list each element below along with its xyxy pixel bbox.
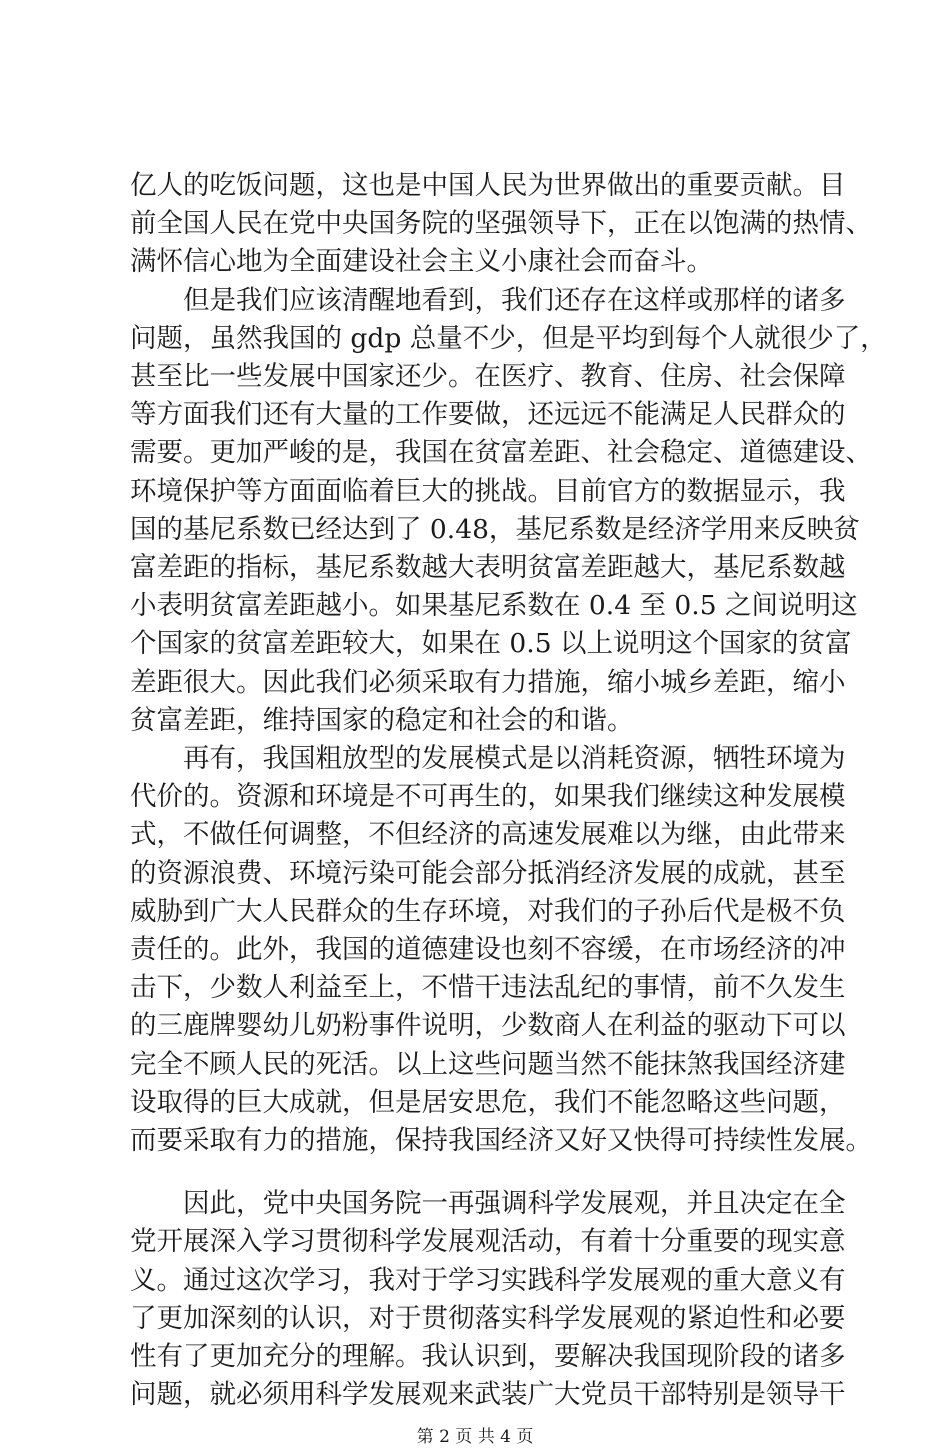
text-line: 设取得的巨大成就，但是居安思危，我们不能忽略这些问题， [130, 1087, 846, 1118]
page-number-footer: 第 2 页 共 4 页 [416, 1427, 534, 1447]
text-line: 党开展深入学习贯彻科学发展观活动，有着十分重要的现实意 [130, 1226, 846, 1257]
text-line: 责任的。此外，我国的道德建设也刻不容缓，在市场经济的冲 [130, 934, 846, 965]
text-line: 问题，虽然我国的 gdp 总量不少，但是平均到每个人就很少了， [130, 323, 887, 354]
text-line: 环境保护等方面面临着巨大的挑战。目前官方的数据显示，我 [130, 476, 846, 507]
text-line: 威胁到广大人民群众的生存环境，对我们的子孙后代是极不负 [130, 896, 846, 927]
text-line: 贫富差距，维持国家的稳定和社会的和谐。 [130, 705, 634, 736]
paragraph-start-line: 再有，我国粗放型的发展模式是以消耗资源，牺牲环境为 [183, 743, 846, 774]
text-line: 需要。更加严峻的是，我国在贫富差距、社会稳定、道德建设、 [130, 437, 872, 468]
text-line: 性有了更加充分的理解。我认识到，要解决我国现阶段的诸多 [130, 1341, 846, 1372]
text-line: 前全国人民在党中央国务院的坚强领导下，正在以饱满的热情、 [130, 208, 872, 239]
text-line: 义。通过这次学习，我对于学习实践科学发展观的重大意义有 [130, 1265, 846, 1296]
text-line: 问题，就必须用科学发展观来武装广大党员干部特别是领导干 [130, 1379, 846, 1410]
text-line: 的资源浪费、环境污染可能会部分抵消经济发展的成就，甚至 [130, 858, 846, 889]
text-line: 个国家的贫富差距较大，如果在 0.5 以上说明这个国家的贫富 [130, 628, 852, 659]
text-line: 了更加深刻的认识，对于贯彻落实科学发展观的紧迫性和必要 [130, 1303, 846, 1334]
paragraph-start-line: 因此，党中央国务院一再强调科学发展观，并且决定在全 [183, 1188, 846, 1219]
paragraph-start-line: 但是我们应该清醒地看到，我们还存在这样或那样的诸多 [183, 285, 846, 316]
text-line: 小表明贫富差距越小。如果基尼系数在 0.4 至 0.5 之间说明这 [130, 590, 858, 621]
text-line: 亿人的吃饭问题，这也是中国人民为世界做出的重要贡献。目 [130, 170, 846, 201]
text-line: 完全不顾人民的死活。以上这些问题当然不能抹煞我国经济建 [130, 1049, 846, 1080]
text-line: 的三鹿牌婴幼儿奶粉事件说明，少数商人在利益的驱动下可以 [130, 1010, 846, 1041]
text-line: 而要采取有力的措施，保持我国经济又好又快得可持续性发展。 [130, 1125, 872, 1156]
text-line: 击下，少数人利益至上，不惜干违法乱纪的事情，前不久发生 [130, 972, 846, 1003]
text-line: 甚至比一些发展中国家还少。在医疗、教育、住房、社会保障 [130, 361, 846, 392]
text-line: 等方面我们还有大量的工作要做，还远远不能满足人民群众的 [130, 399, 846, 430]
text-line: 国的基尼系数已经达到了 0.48，基尼系数是经济学用来反映贫 [130, 514, 860, 545]
text-line: 代价的。资源和环境是不可再生的，如果我们继续这种发展模 [130, 781, 846, 812]
text-line: 式，不做任何调整，不但经济的高速发展难以为继，由此带来 [130, 819, 846, 850]
text-line: 差距很大。因此我们必须采取有力措施，缩小城乡差距，缩小 [130, 667, 846, 698]
text-line: 满怀信心地为全面建设社会主义小康社会而奋斗。 [130, 246, 713, 277]
text-line: 富差距的指标，基尼系数越大表明贫富差距越大，基尼系数越 [130, 552, 846, 583]
